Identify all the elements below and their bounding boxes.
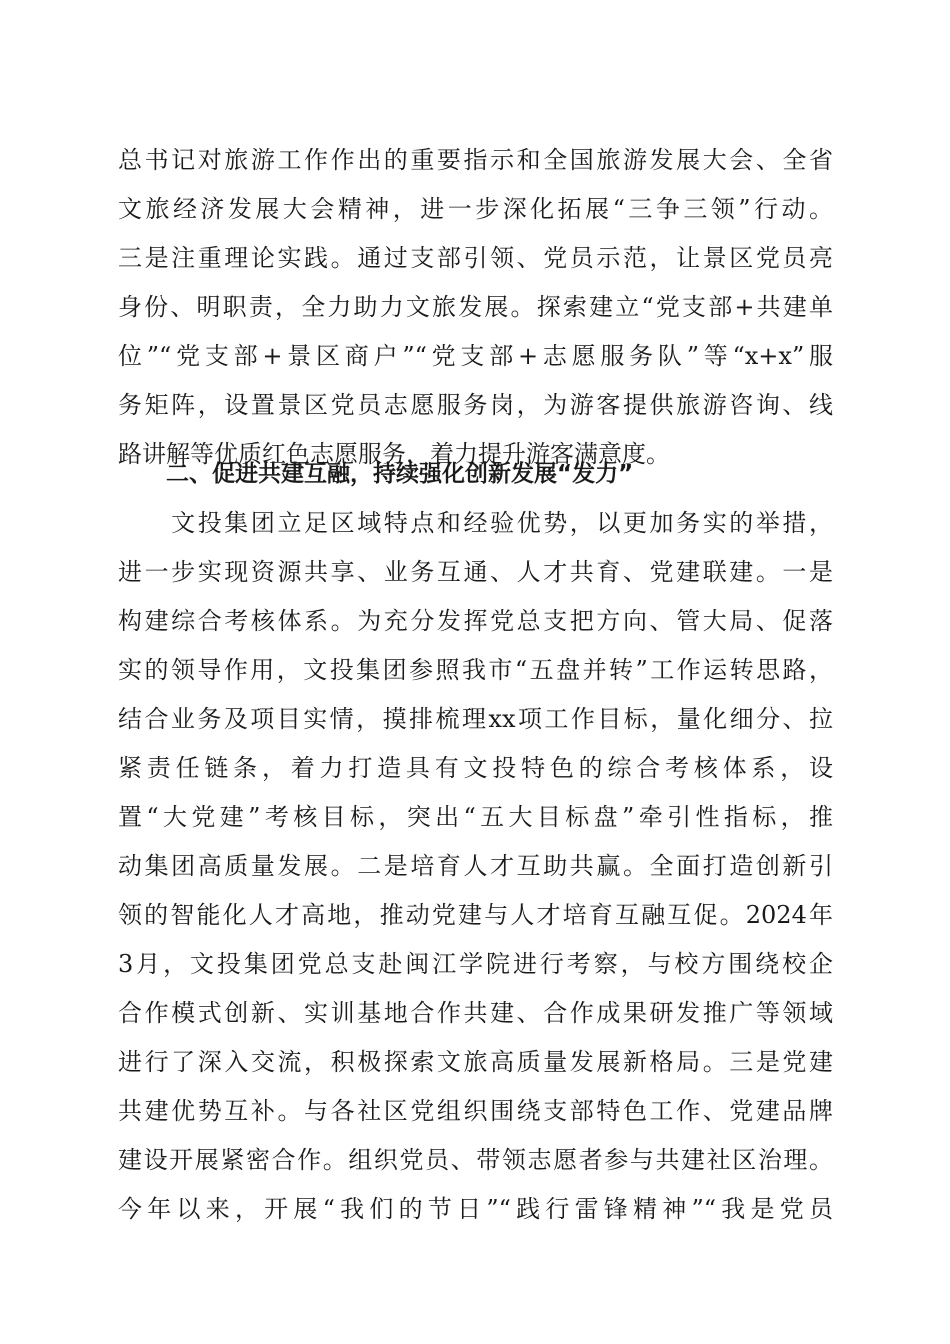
text-line: 位”“党支部+景区商户”“党支部+志愿服务队”等“x+x”服 bbox=[118, 342, 833, 370]
text-line: 进一步实现资源共享、业务互通、人才共育、党建联建。一是 bbox=[118, 558, 833, 586]
text-line: 实的领导作用，文投集团参照我市“五盘并转”工作运转思路， bbox=[118, 656, 833, 684]
text-line: 总书记对旅游工作作出的重要指示和全国旅游发展大会、全省 bbox=[118, 146, 833, 174]
paragraph-2 bbox=[118, 499, 833, 1234]
text-line: 构建综合考核体系。为充分发挥党总支把方向、管大局、促落 bbox=[118, 607, 833, 635]
text-line: 路讲解等优质红色志愿服务，着力提升游客满意度。 bbox=[118, 440, 670, 468]
text-line: 置“大党建”考核目标，突出“五大目标盘”牵引性指标，推 bbox=[118, 803, 833, 831]
text-line: 文投集团立足区域特点和经验优势，以更加务实的举措， bbox=[118, 509, 833, 537]
text-line: 三是注重理论实践。通过支部引领、党员示范，让景区党员亮 bbox=[118, 244, 833, 272]
text-line: 文旅经济发展大会精神，进一步深化拓展“三争三领”行动。 bbox=[118, 195, 833, 223]
text-line: 建设开展紧密合作。组织党员、带领志愿者参与共建社区治理。 bbox=[118, 1146, 833, 1174]
text-line: 务矩阵，设置景区党员志愿服务岗，为游客提供旅游咨询、线 bbox=[118, 391, 833, 419]
text-line: 共建优势互补。与各社区党组织围绕支部特色工作、党建品牌 bbox=[118, 1097, 833, 1125]
text-line: 3月，文投集团党总支赴闽江学院进行考察，与校方围绕校企 bbox=[118, 950, 833, 978]
section-heading: 二、促进共建互融，持续强化创新发展“发力” bbox=[166, 461, 634, 487]
text-line: 身份、明职责，全力助力文旅发展。探索建立“党支部+共建单 bbox=[118, 293, 833, 321]
text-line: 紧责任链条，着力打造具有文投特色的综合考核体系，设 bbox=[118, 754, 833, 782]
text-line: 进行了深入交流，积极探索文旅高质量发展新格局。三是党建 bbox=[118, 1048, 833, 1076]
text-line: 今年以来，开展“我们的节日”“践行雷锋精神”“我是党员 bbox=[118, 1195, 833, 1223]
paragraph-1 bbox=[118, 136, 833, 479]
text-line: 领的智能化人才高地，推动党建与人才培育互融互促。2024年 bbox=[118, 901, 833, 929]
text-line: 动集团高质量发展。二是培育人才互助共赢。全面打造创新引 bbox=[118, 852, 833, 880]
text-line: 合作模式创新、实训基地合作共建、合作成果研发推广等领域 bbox=[118, 999, 833, 1027]
text-line: 结合业务及项目实情，摸排梳理xx项工作目标，量化细分、拉 bbox=[118, 705, 833, 733]
